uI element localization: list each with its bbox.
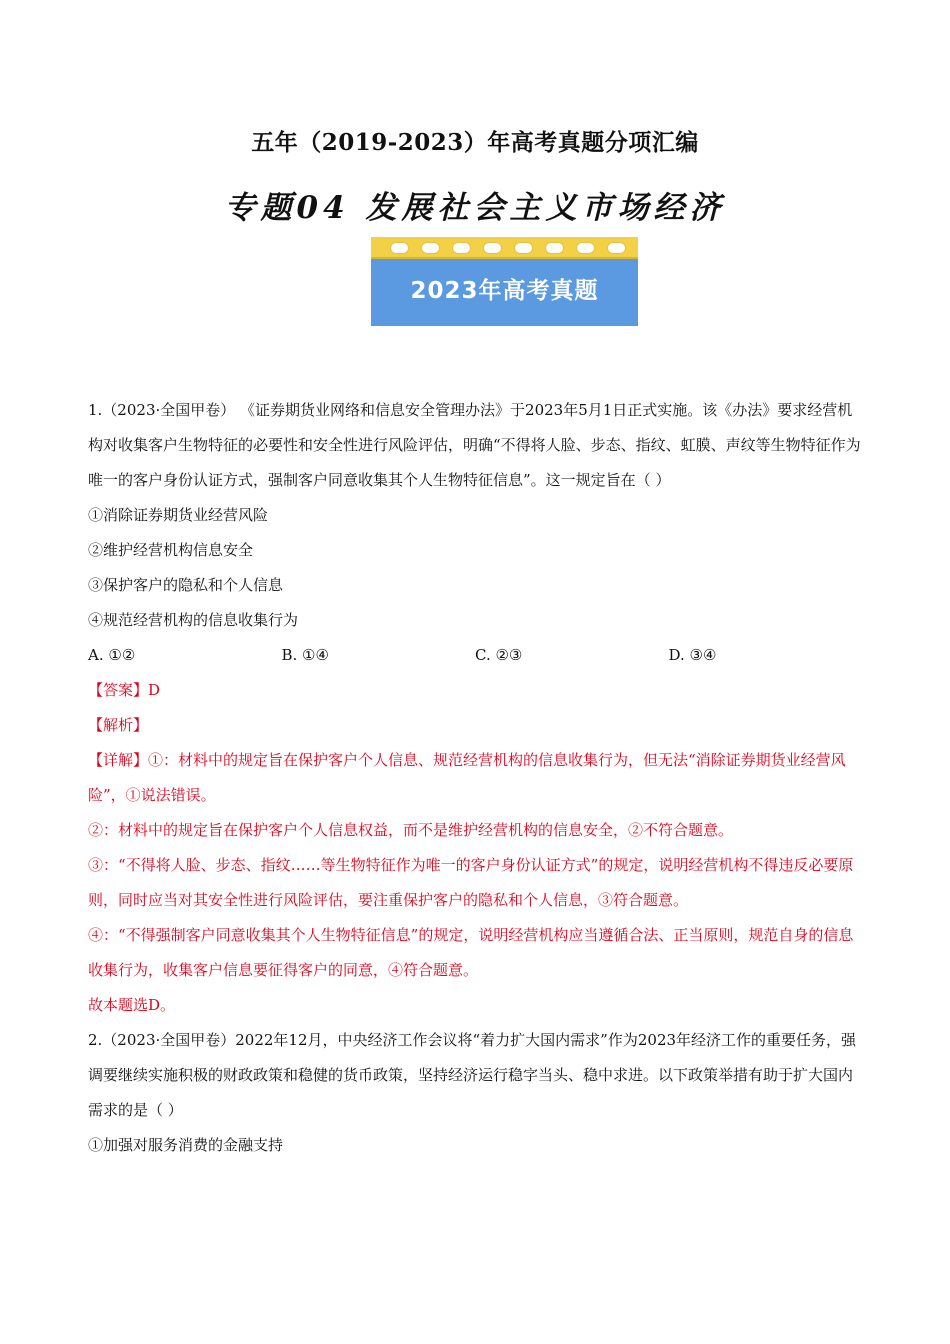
question-content <box>88 393 862 1163</box>
banner-label: 2023年高考真题 <box>371 259 638 326</box>
banner-ring-strip <box>371 237 638 259</box>
ring-hole-icon <box>607 242 626 254</box>
ring-hole-icon <box>483 242 502 254</box>
question-1-item-2: ②维护经营机构信息安全 <box>88 541 254 559</box>
option-a: A. ①② <box>88 646 136 664</box>
question-1-item-4: ④规范经营机构的信息收集行为 <box>88 611 299 629</box>
question-1-analysis-4: ④：“不得强制客户同意收集其个人生物特征信息”的规定，说明经营机构应当遵循合法、正当原则，规范自身的信息收集行为，收集客户信息要征得客户的同意，④符合题意。 <box>88 926 854 979</box>
question-1-analysis-label: 【解析】 <box>88 716 149 734</box>
page-title: 五年（2019-2023）年高考真题分项汇编 <box>251 129 699 156</box>
ring-hole-icon <box>545 242 564 254</box>
option-d: D. ③④ <box>668 646 717 664</box>
question-1-answer: 【答案】D <box>88 681 161 699</box>
question-1-item-1: ①消除证券期货业经营风险 <box>88 506 269 524</box>
topic-title: 专题04 发展社会主义市场经济 <box>224 190 726 226</box>
question-1-item-3: ③保护客户的隐私和个人信息 <box>88 576 284 594</box>
question-1-analysis-1: 【详解】①：材料中的规定旨在保护客户个人信息、规范经营机构的信息收集行为，但无法“消除证券期货业经营风险”，①说法错误。 <box>88 751 846 804</box>
ring-hole-icon <box>421 242 440 254</box>
ring-hole-icon <box>390 242 409 254</box>
question-2-item-1: ①加强对服务消费的金融支持 <box>88 1136 284 1154</box>
ring-hole-icon <box>576 242 595 254</box>
option-c: C. ②③ <box>475 646 523 664</box>
option-b: B. ①④ <box>281 646 329 664</box>
ring-hole-icon <box>452 242 471 254</box>
question-1-conclusion: 故本题选D。 <box>88 996 176 1014</box>
question-2-stem: 2.（2023·全国甲卷）2022年12月，中央经济工作会议将“着力扩大国内需求”作为2023年经济工作的重要任务，强调要继续实施积极的财政政策和稳健的货币政策，坚持经济运行稳字当头、稳中求进。以下政策举措有助于扩大国内需求的是（ ） <box>88 1031 857 1119</box>
ring-hole-icon <box>514 242 533 254</box>
question-1-options <box>88 638 862 673</box>
question-1-stem: 1.（2023·全国甲卷） 《证券期货业网络和信息安全管理办法》于2023年5月1日正式实施。该《办法》要求经营机构对收集客户生物特征的必要性和安全性进行风险评估，明确“不得将人脸、步态、指纹、虹膜、声纹等生物特征作为唯一的客户身份认证方式，强制客户同意收集其个人生物特征信息”。这一规定旨在（ ） <box>88 401 861 489</box>
question-1-analysis-3: ③：“不得将人脸、步态、指纹……等生物特征作为唯一的客户身份认证方式”的规定，说明经营机构不得违反必要原则，同时应当对其安全性进行风险评估，要注重保护客户的隐私和个人信息，③符合题意。 <box>88 856 854 909</box>
section-banner <box>371 237 638 326</box>
question-1-analysis-2: ②：材料中的规定旨在保护客户个人信息权益，而不是维护经营机构的信息安全，②不符合题意。 <box>88 821 734 839</box>
